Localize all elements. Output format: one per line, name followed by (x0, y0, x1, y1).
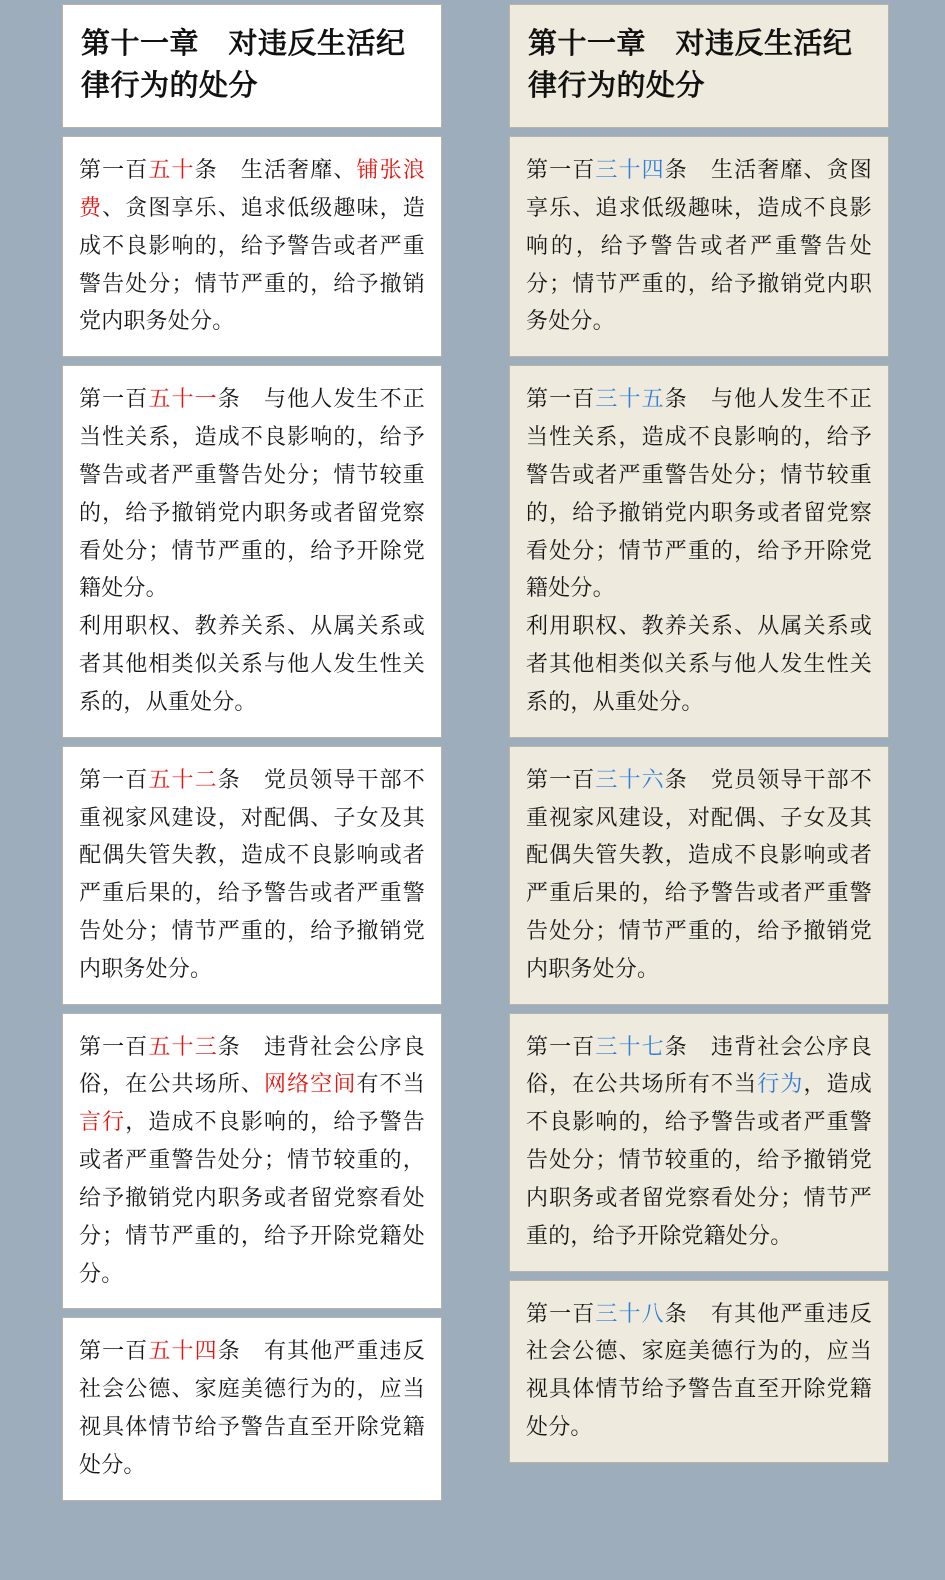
left-plain-text: 条 党员领导干部不重视家风建设，对配偶、子女及其配偶失管失教，造成不良影响或者严重后果的，给予警告或者严重警告处分；情节严重的，给予撤销党内职务处分。 (79, 766, 425, 981)
left-plain-text: 第一百 (79, 157, 149, 183)
right-plain-text: 条 与他人发生不正当性关系，造成不良影响的，给予警告或者严重警告处分；情节较重的，给予撤销党内职务或者留党察看处分；情节严重的，给予开除党籍处分。 (526, 386, 872, 601)
left-plain-text: ，造成不良影响的，给予警告或者严重警告处分；情节较重的，给予撤销党内职务或者留党察看处分；情节严重的，给予开除党籍处分。 (79, 1109, 425, 1286)
right-article-paragraph (526, 1028, 872, 1255)
right-column-new-version (509, 4, 889, 1574)
left-highlighted-text: 网络空间 (264, 1071, 357, 1097)
left-article-paragraph (79, 1028, 425, 1293)
left-chapter-title: 第十一章 对违反生活纪律行为的处分 (81, 28, 406, 103)
right-highlighted-text: 三十八 (595, 1300, 665, 1326)
left-plain-text: 条 违背社会公序良俗，在公共场所、 (79, 1033, 425, 1097)
left-article-card (62, 136, 442, 357)
left-plain-text: 条 生活奢靡、 (194, 157, 357, 183)
right-plain-text: 第一百 (526, 386, 596, 412)
right-article-paragraph (526, 761, 872, 988)
right-article-paragraph (526, 607, 872, 720)
left-article-paragraph (79, 607, 425, 720)
left-highlighted-text: 五十二 (148, 766, 218, 792)
right-highlighted-text: 三十六 (595, 766, 665, 792)
right-article-paragraph (526, 151, 872, 340)
right-highlighted-text: 行为 (757, 1071, 804, 1097)
left-plain-text: 条 与他人发生不正当性关系，造成不良影响的，给予警告或者严重警告处分；情节较重的，给予撤销党内职务或者留党察看处分；情节严重的，给予开除党籍处分。 (79, 386, 425, 601)
left-chapter-title-card (62, 4, 442, 128)
right-article-card (509, 746, 889, 1005)
left-article-paragraph (79, 1332, 425, 1483)
right-plain-text: 第一百 (526, 766, 596, 792)
right-highlighted-text: 三十五 (595, 386, 665, 412)
left-plain-text: 条 有其他严重违反社会公德、家庭美德行为的，应当视具体情节给予警告直至开除党籍处分。 (79, 1338, 425, 1477)
left-article-card (62, 746, 442, 1005)
left-plain-text: 有不当 (356, 1071, 425, 1097)
right-article-paragraph (526, 380, 872, 607)
right-article-card (509, 365, 889, 737)
left-article-paragraph (79, 761, 425, 988)
right-highlighted-text: 三十七 (595, 1033, 665, 1059)
right-chapter-title: 第十一章 对违反生活纪律行为的处分 (528, 28, 853, 103)
left-column-old-version (62, 4, 442, 1574)
right-plain-text: 第一百 (526, 1300, 596, 1326)
left-highlighted-text: 言行 (79, 1109, 126, 1135)
left-article-paragraph (79, 151, 425, 340)
right-highlighted-text: 三十四 (595, 157, 665, 183)
right-article-paragraph (526, 1295, 872, 1446)
left-highlighted-text: 铺张浪费 (79, 157, 425, 220)
left-article-card (62, 365, 442, 737)
left-plain-text: 利用职权、教养关系、从属关系或者其他相类似关系与他人发生性关系的，从重处分。 (79, 613, 425, 714)
right-article-card (509, 1013, 889, 1272)
right-plain-text: 第一百 (526, 1033, 596, 1059)
left-article-card (62, 1013, 442, 1310)
right-article-card (509, 1280, 889, 1463)
left-highlighted-text: 五十四 (148, 1338, 218, 1364)
right-plain-text: ，造成不良影响的，给予警告或者严重警告处分；情节较重的，给予撤销党内职务或者留党察看处分；情节严重的，给予开除党籍处分。 (526, 1071, 872, 1248)
right-plain-text: 条 党员领导干部不重视家风建设，对配偶、子女及其配偶失管失教，造成不良影响或者严重后果的，给予警告或者严重警告处分；情节严重的，给予撤销党内职务处分。 (526, 766, 872, 981)
left-plain-text: 第一百 (79, 1338, 149, 1364)
left-plain-text: 第一百 (79, 1033, 149, 1059)
right-chapter-title-card (509, 4, 889, 128)
right-plain-text: 利用职权、教养关系、从属关系或者其他相类似关系与他人发生性关系的，从重处分。 (526, 613, 872, 714)
left-plain-text: 第一百 (79, 766, 149, 792)
right-plain-text: 条 有其他严重违反社会公德、家庭美德行为的，应当视具体情节给予警告直至开除党籍处分。 (526, 1300, 872, 1440)
left-highlighted-text: 五十一 (148, 386, 218, 412)
left-highlighted-text: 五十 (148, 157, 195, 183)
right-article-card (509, 136, 889, 357)
right-plain-text: 条 生活奢靡、贪图享乐、追求低级趣味，造成不良影响的，给予警告或者严重警告处分；情节严重的，给予撤销党内职务处分。 (526, 157, 872, 334)
left-article-card (62, 1317, 442, 1500)
left-highlighted-text: 五十三 (148, 1033, 218, 1059)
left-plain-text: 第一百 (79, 386, 149, 412)
left-plain-text: 、贪图享乐、追求低级趣味，造成不良影响的，给予警告或者严重警告处分；情节严重的，给予撤销党内职务处分。 (79, 194, 425, 334)
left-article-paragraph (79, 380, 425, 607)
right-plain-text: 第一百 (526, 157, 596, 183)
right-plain-text: 条 违背社会公序良俗，在公共场所有不当 (526, 1033, 872, 1097)
